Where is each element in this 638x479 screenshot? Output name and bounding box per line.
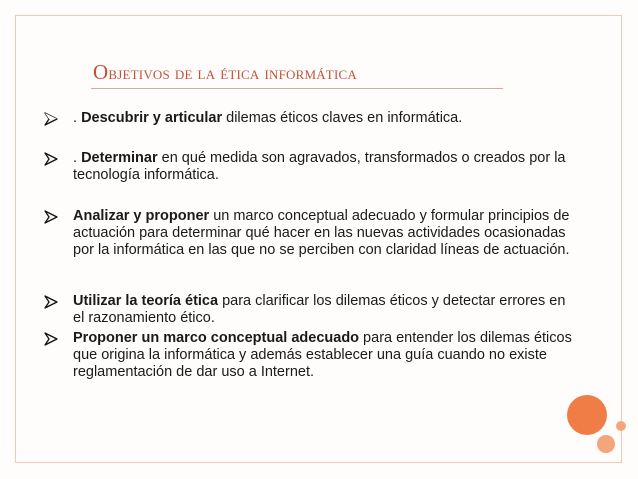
arrowhead-bullet-icon	[44, 295, 58, 309]
bullet-text: Analizar y proponer un marco conceptual adecuado y formular principios de actuación para determinar qué hacer en las nuevas actividades ocasionadas por la informática en las que no se perciben con claridad líneas de actuación.	[73, 208, 570, 258]
decorative-circle-large	[567, 395, 607, 435]
decorative-circle-tiny	[616, 421, 626, 431]
bullet-text: . Determinar en qué medida son agravados, transformados o creados por la tecnología informática.	[73, 150, 566, 183]
title-rest: bjetivos de la ética informática	[108, 63, 357, 84]
decorative-circle-small	[597, 435, 615, 453]
bullet-text: . Descubrir y articular dilemas éticos claves en informática.	[73, 110, 463, 126]
slide-title	[93, 60, 357, 85]
title-initial: O	[93, 60, 109, 84]
title-underline	[91, 88, 503, 89]
bullet-text: Utilizar la teoría ética para clarificar los dilemas éticos y detectar errores en el razonamiento ético.	[73, 293, 566, 326]
arrowhead-bullet-icon	[44, 152, 58, 166]
bullet-text: Proponer un marco conceptual adecuado para entender los dilemas éticos que origina la informática y además establecer una guía cuando no existe reglamentación de dar uso a Internet.	[73, 330, 572, 380]
arrowhead-bullet-icon	[44, 112, 58, 126]
arrowhead-bullet-icon	[44, 332, 58, 346]
arrowhead-bullet-icon	[44, 210, 58, 224]
